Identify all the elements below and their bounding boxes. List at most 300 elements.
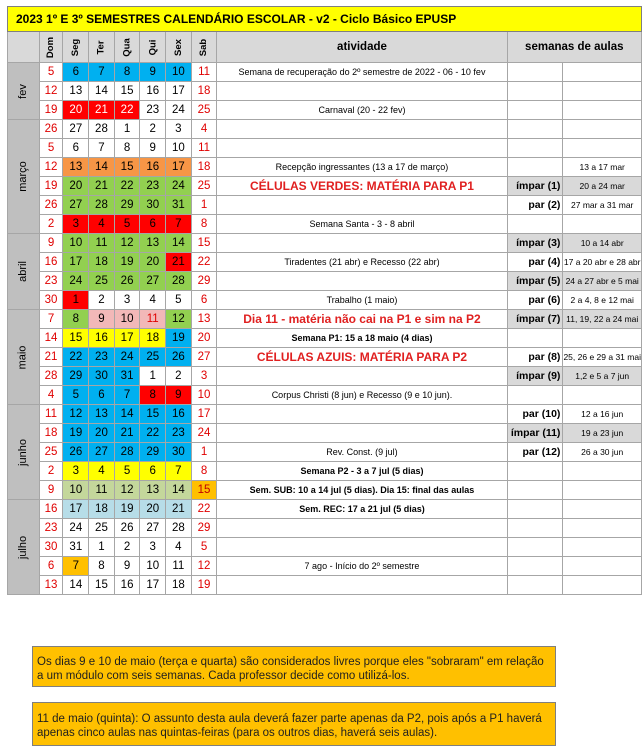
activity-cell [217, 234, 507, 253]
activity-cell: Sem. REC: 17 a 21 jul (5 dias) [217, 500, 507, 519]
week-dates-cell: 13 a 17 mar [563, 158, 642, 177]
activity-cell: Semana Santa - 3 - 8 abril [217, 215, 507, 234]
day-cell: 13 [140, 481, 166, 500]
day-cell: 23 [140, 177, 166, 196]
month-label: maio [8, 310, 40, 405]
week-row [8, 215, 642, 234]
week-dates-cell: 17 a 20 abr e 28 abr [563, 253, 642, 272]
day-cell: 14 [166, 481, 192, 500]
day-cell: 11 [191, 139, 217, 158]
day-cell: 14 [166, 234, 192, 253]
day-cell: 28 [166, 519, 192, 538]
day-cell: 16 [140, 158, 166, 177]
day-cell: 26 [114, 272, 140, 291]
week-parity-cell [507, 557, 563, 576]
day-cell: 25 [89, 272, 115, 291]
day-cell: 3 [63, 462, 89, 481]
week-parity-cell [507, 462, 563, 481]
week-parity-cell: ímpar (7) [507, 310, 563, 329]
day-cell: 15 [63, 329, 89, 348]
day-cell: 9 [89, 310, 115, 329]
day-cell: 5 [191, 538, 217, 557]
day-cell: 15 [191, 481, 217, 500]
day-cell: 5 [166, 291, 192, 310]
day-cell: 3 [63, 215, 89, 234]
week-row [8, 462, 642, 481]
day-cell: 14 [89, 158, 115, 177]
day-cell: 15 [191, 234, 217, 253]
week-row [8, 557, 642, 576]
day-cell: 10 [63, 481, 89, 500]
day-cell: 10 [114, 310, 140, 329]
day-cell: 6 [89, 386, 115, 405]
week-dates-cell: 24 a 27 abr e 5 mai [563, 272, 642, 291]
day-cell: 21 [166, 253, 192, 272]
week-parity-cell: par (12) [507, 443, 563, 462]
day-cell: 6 [191, 291, 217, 310]
day-cell: 9 [140, 139, 166, 158]
day-cell: 8 [191, 215, 217, 234]
day-cell: 3 [166, 120, 192, 139]
week-row [8, 120, 642, 139]
week-dates-cell: 10 a 14 abr [563, 234, 642, 253]
day-cell: 19 [191, 576, 217, 595]
week-parity-cell [507, 101, 563, 120]
day-cell: 14 [63, 576, 89, 595]
day-cell: 25 [191, 101, 217, 120]
day-cell: 6 [140, 462, 166, 481]
week-dates-cell [563, 82, 642, 101]
day-cell: 11 [89, 234, 115, 253]
day-cell: 18 [89, 500, 115, 519]
note-text-2: 11 de maio (quinta): O assunto desta aula deverá fazer parte apenas da P2, pois após a P1 haverá apenas cinco aulas nas quintas-feiras (para os outros dias, haverá seis aulas). [37, 713, 542, 739]
week-parity-cell: ímpar (3) [507, 234, 563, 253]
day-cell: 3 [114, 291, 140, 310]
day-cell: 19 [39, 101, 63, 120]
day-cell: 15 [140, 405, 166, 424]
day-cell: 21 [89, 101, 115, 120]
day-cell: 5 [39, 63, 63, 82]
day-cell: 7 [89, 139, 115, 158]
day-cell: 28 [89, 196, 115, 215]
day-cell: 27 [191, 348, 217, 367]
day-cell: 29 [140, 443, 166, 462]
day-cell: 28 [89, 120, 115, 139]
month-label: julho [8, 500, 40, 595]
week-row [8, 481, 642, 500]
week-dates-cell [563, 557, 642, 576]
day-cell: 30 [140, 196, 166, 215]
day-cell: 19 [63, 424, 89, 443]
day-cell: 10 [63, 234, 89, 253]
week-parity-cell [507, 139, 563, 158]
day-cell: 1 [63, 291, 89, 310]
calendar-title: 2023 1º E 3º SEMESTRES CALENDÁRIO ESCOLAR - v2 - Ciclo Básico EPUSP [8, 7, 642, 32]
activity-cell: Carnaval (20 - 22 fev) [217, 101, 507, 120]
day-cell: 27 [63, 196, 89, 215]
day-cell: 2 [39, 215, 63, 234]
day-cell: 12 [166, 310, 192, 329]
week-dates-cell [563, 538, 642, 557]
day-cell: 8 [63, 310, 89, 329]
week-parity-cell: par (6) [507, 291, 563, 310]
week-parity-cell [507, 158, 563, 177]
day-cell: 22 [140, 424, 166, 443]
month-header [8, 32, 40, 63]
day-cell: 2 [39, 462, 63, 481]
day-header-seg: Seg [63, 32, 89, 63]
day-cell: 12 [63, 405, 89, 424]
day-cell: 2 [114, 538, 140, 557]
day-header-sex: Sex [166, 32, 192, 63]
day-cell: 8 [114, 139, 140, 158]
day-cell: 20 [63, 177, 89, 196]
week-dates-cell: 1,2 e 5 a 7 jun [563, 367, 642, 386]
day-cell: 8 [89, 557, 115, 576]
week-dates-cell [563, 139, 642, 158]
day-cell: 26 [39, 196, 63, 215]
day-cell: 26 [39, 120, 63, 139]
day-cell: 1 [191, 196, 217, 215]
day-cell: 31 [63, 538, 89, 557]
activity-cell [217, 519, 507, 538]
week-dates-cell [563, 386, 642, 405]
day-cell: 9 [166, 386, 192, 405]
week-parity-cell [507, 519, 563, 538]
day-cell: 6 [63, 139, 89, 158]
day-cell: 2 [140, 120, 166, 139]
activity-cell: Sem. SUB: 10 a 14 jul (5 dias). Dia 15: final das aulas [217, 481, 507, 500]
day-cell: 29 [114, 196, 140, 215]
day-cell: 14 [89, 82, 115, 101]
activity-cell [217, 196, 507, 215]
week-dates-cell [563, 120, 642, 139]
day-cell: 18 [191, 158, 217, 177]
day-cell: 6 [140, 215, 166, 234]
day-cell: 6 [39, 557, 63, 576]
day-cell: 21 [89, 177, 115, 196]
day-cell: 22 [114, 177, 140, 196]
week-dates-cell: 26 a 30 jun [563, 443, 642, 462]
week-row [8, 329, 642, 348]
week-dates-cell [563, 329, 642, 348]
day-cell: 23 [39, 272, 63, 291]
day-cell: 16 [166, 405, 192, 424]
day-header-sab: Sab [191, 32, 217, 63]
day-cell: 11 [166, 557, 192, 576]
week-parity-cell [507, 329, 563, 348]
day-cell: 15 [114, 158, 140, 177]
week-row [8, 291, 642, 310]
week-dates-cell [563, 462, 642, 481]
week-parity-cell [507, 82, 563, 101]
week-row [8, 348, 642, 367]
day-cell: 25 [89, 519, 115, 538]
day-cell: 12 [39, 82, 63, 101]
day-cell: 7 [166, 215, 192, 234]
day-cell: 24 [166, 177, 192, 196]
day-cell: 8 [140, 386, 166, 405]
week-parity-cell: ímpar (9) [507, 367, 563, 386]
note-box-may-11 [32, 702, 556, 746]
day-cell: 16 [140, 82, 166, 101]
activity-cell: CÉLULAS VERDES: MATÉRIA PARA P1 [217, 177, 507, 196]
day-cell: 18 [39, 424, 63, 443]
activity-cell [217, 576, 507, 595]
activity-cell [217, 272, 507, 291]
day-cell: 10 [166, 63, 192, 82]
week-dates-cell [563, 500, 642, 519]
day-cell: 14 [114, 405, 140, 424]
day-cell: 26 [63, 443, 89, 462]
day-cell: 10 [191, 386, 217, 405]
week-row [8, 82, 642, 101]
day-cell: 31 [114, 367, 140, 386]
day-cell: 12 [39, 158, 63, 177]
note-text-1: Os dias 9 e 10 de maio (terça e quarta) são considerados livres porque eles "sobraram" em relação a um módulo com seis semanas. Cada professor decide como utilizá-los. [37, 656, 544, 682]
day-cell: 26 [166, 348, 192, 367]
day-cell: 4 [191, 120, 217, 139]
day-cell: 4 [39, 386, 63, 405]
week-dates-cell: 19 a 23 jun [563, 424, 642, 443]
day-cell: 22 [191, 500, 217, 519]
day-cell: 17 [166, 82, 192, 101]
day-cell: 15 [89, 576, 115, 595]
activity-cell [217, 139, 507, 158]
day-cell: 17 [140, 576, 166, 595]
week-dates-cell [563, 481, 642, 500]
activity-cell: Rev. Const. (9 jul) [217, 443, 507, 462]
day-cell: 11 [89, 481, 115, 500]
day-cell: 5 [114, 462, 140, 481]
week-dates-cell: 12 a 16 jun [563, 405, 642, 424]
day-header-dom: Dom [39, 32, 63, 63]
day-cell: 31 [166, 196, 192, 215]
week-row [8, 310, 642, 329]
week-row [8, 234, 642, 253]
week-dates-cell [563, 519, 642, 538]
day-cell: 11 [191, 63, 217, 82]
day-cell: 5 [63, 386, 89, 405]
day-cell: 30 [39, 291, 63, 310]
day-cell: 17 [63, 500, 89, 519]
day-cell: 1 [140, 367, 166, 386]
day-cell: 16 [39, 253, 63, 272]
week-row [8, 443, 642, 462]
week-row [8, 139, 642, 158]
note-box-may-9-10 [32, 646, 556, 687]
day-cell: 7 [89, 63, 115, 82]
day-cell: 5 [114, 215, 140, 234]
week-dates-cell [563, 63, 642, 82]
week-row [8, 500, 642, 519]
activity-cell: CÉLULAS AZUIS: MATÉRIA PARA P2 [217, 348, 507, 367]
activity-cell: Trabalho (1 maio) [217, 291, 507, 310]
day-cell: 20 [191, 329, 217, 348]
activity-cell [217, 424, 507, 443]
day-cell: 4 [89, 215, 115, 234]
day-cell: 17 [166, 158, 192, 177]
week-row [8, 367, 642, 386]
day-cell: 17 [114, 329, 140, 348]
week-parity-cell: par (4) [507, 253, 563, 272]
day-cell: 23 [89, 348, 115, 367]
header-row [8, 32, 642, 63]
day-cell: 27 [140, 272, 166, 291]
activity-cell [217, 120, 507, 139]
day-cell: 4 [89, 462, 115, 481]
day-cell: 7 [63, 557, 89, 576]
day-cell: 18 [140, 329, 166, 348]
day-cell: 19 [114, 253, 140, 272]
day-cell: 12 [114, 234, 140, 253]
activity-cell: 7 ago - Início do 2º semestre [217, 557, 507, 576]
month-label: abril [8, 234, 40, 310]
week-dates-cell: 25, 26 e 29 a 31 mai [563, 348, 642, 367]
week-dates-cell: 11, 19, 22 a 24 mai [563, 310, 642, 329]
day-cell: 28 [39, 367, 63, 386]
week-row [8, 272, 642, 291]
day-cell: 4 [140, 291, 166, 310]
activity-cell: Semana P2 - 3 a 7 jul (5 dias) [217, 462, 507, 481]
day-header-ter: Ter [89, 32, 115, 63]
activity-cell: Semana de recuperação do 2º semestre de 2022 - 06 - 10 fev [217, 63, 507, 82]
day-cell: 24 [63, 272, 89, 291]
day-cell: 13 [63, 158, 89, 177]
day-cell: 30 [39, 538, 63, 557]
week-parity-cell [507, 481, 563, 500]
day-cell: 30 [166, 443, 192, 462]
activity-cell [217, 538, 507, 557]
day-cell: 28 [114, 443, 140, 462]
day-cell: 9 [39, 481, 63, 500]
day-cell: 4 [166, 538, 192, 557]
month-label: junho [8, 405, 40, 500]
day-cell: 23 [39, 519, 63, 538]
day-cell: 30 [89, 367, 115, 386]
week-parity-cell [507, 120, 563, 139]
week-row [8, 101, 642, 120]
day-cell: 24 [191, 424, 217, 443]
day-cell: 12 [191, 557, 217, 576]
activity-cell [217, 82, 507, 101]
week-parity-cell [507, 538, 563, 557]
day-cell: 24 [114, 348, 140, 367]
school-calendar-table [7, 6, 642, 595]
day-cell: 16 [89, 329, 115, 348]
day-cell: 24 [166, 101, 192, 120]
day-cell: 17 [63, 253, 89, 272]
week-row [8, 177, 642, 196]
day-cell: 21 [114, 424, 140, 443]
day-cell: 23 [166, 424, 192, 443]
week-parity-cell: par (8) [507, 348, 563, 367]
week-parity-cell [507, 386, 563, 405]
month-label: fev [8, 63, 40, 120]
day-cell: 27 [63, 120, 89, 139]
day-cell: 3 [191, 367, 217, 386]
week-row [8, 424, 642, 443]
activity-cell: Dia 11 - matéria não cai na P1 e sim na P2 [217, 310, 507, 329]
week-row [8, 158, 642, 177]
week-row [8, 196, 642, 215]
week-dates-cell: 20 a 24 mar [563, 177, 642, 196]
day-cell: 15 [114, 82, 140, 101]
day-cell: 11 [39, 405, 63, 424]
day-cell: 16 [39, 500, 63, 519]
day-cell: 11 [140, 310, 166, 329]
weeks-header: semanas de aulas [507, 32, 641, 63]
day-cell: 22 [63, 348, 89, 367]
day-header-qua: Qua [114, 32, 140, 63]
week-row [8, 405, 642, 424]
day-cell: 13 [191, 310, 217, 329]
day-cell: 3 [140, 538, 166, 557]
day-cell: 22 [191, 253, 217, 272]
week-parity-cell: ímpar (1) [507, 177, 563, 196]
week-parity-cell [507, 500, 563, 519]
week-dates-cell [563, 101, 642, 120]
day-cell: 17 [191, 405, 217, 424]
activity-cell: Tiradentes (21 abr) e Recesso (22 abr) [217, 253, 507, 272]
day-cell: 19 [39, 177, 63, 196]
activity-cell: Semana P1: 15 a 18 maio (4 dias) [217, 329, 507, 348]
week-parity-cell [507, 576, 563, 595]
day-cell: 2 [89, 291, 115, 310]
week-parity-cell [507, 215, 563, 234]
week-parity-cell: par (2) [507, 196, 563, 215]
week-dates-cell [563, 576, 642, 595]
week-dates-cell: 27 mar a 31 mar [563, 196, 642, 215]
day-cell: 20 [89, 424, 115, 443]
activity-cell [217, 367, 507, 386]
day-cell: 2 [166, 367, 192, 386]
week-dates-cell [563, 215, 642, 234]
week-parity-cell: ímpar (11) [507, 424, 563, 443]
day-cell: 9 [140, 63, 166, 82]
day-cell: 7 [114, 386, 140, 405]
day-cell: 9 [114, 557, 140, 576]
day-cell: 29 [63, 367, 89, 386]
day-cell: 18 [89, 253, 115, 272]
week-row [8, 576, 642, 595]
day-cell: 20 [63, 101, 89, 120]
day-cell: 29 [191, 519, 217, 538]
day-cell: 12 [114, 481, 140, 500]
day-cell: 25 [191, 177, 217, 196]
day-cell: 5 [39, 139, 63, 158]
day-cell: 26 [114, 519, 140, 538]
day-cell: 1 [114, 120, 140, 139]
day-cell: 19 [114, 500, 140, 519]
day-cell: 22 [114, 101, 140, 120]
day-cell: 20 [140, 253, 166, 272]
week-row [8, 63, 642, 82]
day-cell: 25 [140, 348, 166, 367]
day-cell: 29 [191, 272, 217, 291]
day-cell: 8 [114, 63, 140, 82]
day-cell: 13 [39, 576, 63, 595]
day-cell: 18 [191, 82, 217, 101]
activity-cell: Corpus Christi (8 jun) e Recesso (9 e 10 jun). [217, 386, 507, 405]
month-label: março [8, 120, 40, 234]
week-row [8, 538, 642, 557]
day-cell: 10 [166, 139, 192, 158]
day-cell: 18 [166, 576, 192, 595]
activity-cell [217, 405, 507, 424]
day-cell: 1 [191, 443, 217, 462]
week-parity-cell: ímpar (5) [507, 272, 563, 291]
